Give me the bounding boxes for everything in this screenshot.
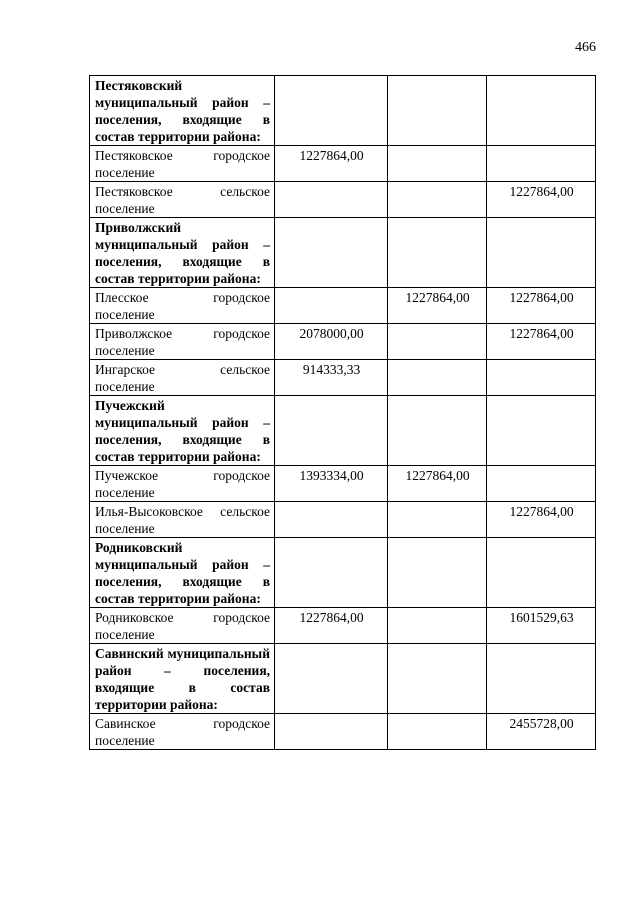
value-cell-1 — [275, 218, 388, 288]
district-header-cell: Савинский муниципальный район – поселения, входящие в состав территории района: — [90, 644, 275, 714]
value-cell-1: 914333,33 — [275, 360, 388, 396]
table-body — [90, 76, 596, 750]
settlement-name-cell: Родниковское городское поселение — [90, 608, 275, 644]
value-cell-3 — [487, 76, 596, 146]
value-cell-2: 1227864,00 — [388, 288, 487, 324]
value-cell-1 — [275, 396, 388, 466]
value-cell-1 — [275, 714, 388, 750]
district-header-cell: Родниковский муниципальный район – поселения, входящие в состав территории района: — [90, 538, 275, 608]
value-cell-1 — [275, 644, 388, 714]
value-cell-3: 1227864,00 — [487, 182, 596, 218]
table-row — [90, 502, 596, 538]
table-row — [90, 644, 596, 714]
value-cell-2 — [388, 644, 487, 714]
value-cell-1 — [275, 182, 388, 218]
value-cell-3: 1227864,00 — [487, 502, 596, 538]
district-header-cell: Приволжский муниципальный район – поселения, входящие в состав территории района: — [90, 218, 275, 288]
table-row — [90, 324, 596, 360]
value-cell-1: 1393334,00 — [275, 466, 388, 502]
value-cell-2 — [388, 538, 487, 608]
value-cell-3: 1227864,00 — [487, 324, 596, 360]
table-row — [90, 538, 596, 608]
table-row — [90, 396, 596, 466]
value-cell-1 — [275, 502, 388, 538]
settlement-name-cell: Савинское городское поселение — [90, 714, 275, 750]
value-cell-2 — [388, 608, 487, 644]
value-cell-3 — [487, 644, 596, 714]
table-row — [90, 714, 596, 750]
settlement-name-cell: Илья-Высоковское сельское поселение — [90, 502, 275, 538]
value-cell-2 — [388, 360, 487, 396]
district-header-cell: Пестяковский муниципальный район – поселения, входящие в состав территории района: — [90, 76, 275, 146]
value-cell-1: 1227864,00 — [275, 608, 388, 644]
district-header-cell: Пучежский муниципальный район – поселения, входящие в состав территории района: — [90, 396, 275, 466]
table-row — [90, 288, 596, 324]
value-cell-3: 1601529,63 — [487, 608, 596, 644]
value-cell-2 — [388, 146, 487, 182]
value-cell-3 — [487, 396, 596, 466]
value-cell-1 — [275, 288, 388, 324]
table-row — [90, 218, 596, 288]
value-cell-2 — [388, 714, 487, 750]
table-row — [90, 466, 596, 502]
settlement-name-cell: Пестяковское городское поселение — [90, 146, 275, 182]
value-cell-2 — [388, 218, 487, 288]
table-row — [90, 146, 596, 182]
value-cell-2 — [388, 76, 487, 146]
value-cell-2 — [388, 502, 487, 538]
settlement-name-cell: Ингарское сельское поселение — [90, 360, 275, 396]
value-cell-3: 2455728,00 — [487, 714, 596, 750]
value-cell-3 — [487, 218, 596, 288]
settlement-name-cell: Пестяковское сельское поселение — [90, 182, 275, 218]
value-cell-3: 1227864,00 — [487, 288, 596, 324]
settlement-name-cell: Приволжское городское поселение — [90, 324, 275, 360]
value-cell-3 — [487, 146, 596, 182]
value-cell-1 — [275, 538, 388, 608]
value-cell-2 — [388, 182, 487, 218]
value-cell-2 — [388, 324, 487, 360]
value-cell-1 — [275, 76, 388, 146]
settlement-name-cell: Пучежское городское поселение — [90, 466, 275, 502]
value-cell-3 — [487, 466, 596, 502]
table-row — [90, 608, 596, 644]
value-cell-1: 2078000,00 — [275, 324, 388, 360]
table-row — [90, 182, 596, 218]
value-cell-3 — [487, 360, 596, 396]
value-cell-1: 1227864,00 — [275, 146, 388, 182]
budget-allocation-table — [89, 75, 596, 750]
value-cell-3 — [487, 538, 596, 608]
page-number: 466 — [575, 40, 596, 55]
table-row — [90, 360, 596, 396]
value-cell-2 — [388, 396, 487, 466]
value-cell-2: 1227864,00 — [388, 466, 487, 502]
table-row — [90, 76, 596, 146]
settlement-name-cell: Плесское городское поселение — [90, 288, 275, 324]
